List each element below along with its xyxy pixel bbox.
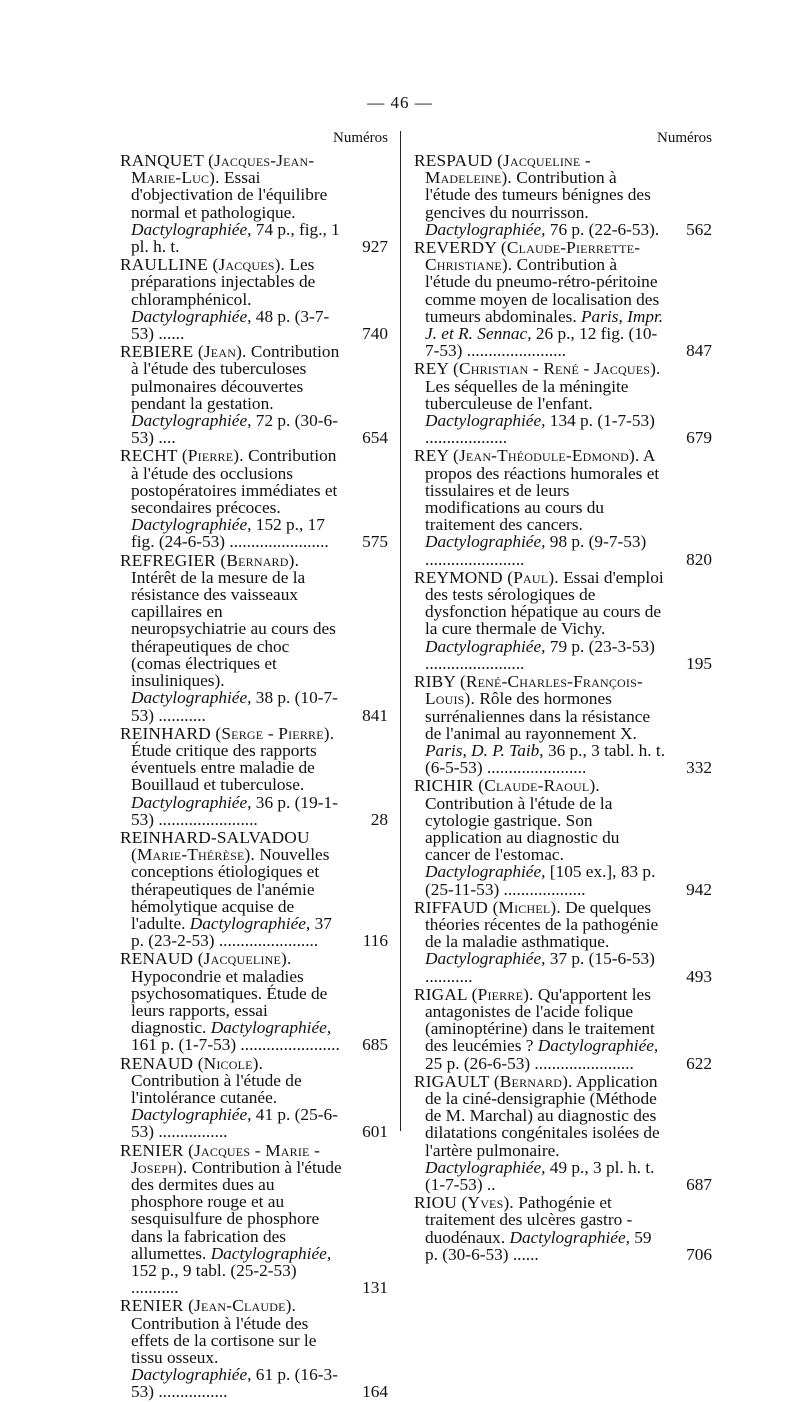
entry-publication: Dactylographiée, (425, 411, 546, 431)
entry-number: 332 (686, 758, 712, 778)
entry-details: 74 p., fig., 1 pl. h. t. (131, 219, 340, 257)
entry-details: 36 p., 3 tabl. h. t. (6-5-53) ....................... (425, 740, 666, 778)
entry-text (120, 1297, 342, 1400)
index-entry (120, 829, 388, 949)
entry-author: RENIER (Jean-Claude). (120, 1296, 297, 1316)
entry-number: 927 (362, 237, 388, 257)
entry-number: 493 (686, 966, 712, 986)
entry-details: 25 p. (26-6-53) ....................... (425, 1053, 634, 1073)
entry-text (120, 950, 342, 1053)
entry-details: [105 ex.], 83 p. (25-11-53) ................... (425, 862, 656, 899)
entry-title: Application de la ciné-densigraphie (Méthode de M. Marchal) au diagnostic des dilatations congénitales isolées de l'artère pulmonaire. (425, 1071, 660, 1160)
index-entry (120, 343, 388, 446)
index-entry (120, 725, 388, 828)
entry-author: RIGAULT (Bernard). (414, 1071, 573, 1091)
entry-publication: Dactylographiée, (131, 219, 252, 239)
entry-author: RIGAL (Pierre). (414, 984, 534, 1004)
entry-publication: Dactylographiée, (131, 1365, 252, 1385)
entry-number: 601 (362, 1122, 388, 1142)
index-entry (414, 1073, 712, 1193)
index-entry (120, 447, 388, 550)
index-entry (414, 447, 712, 567)
entry-author: RIOU (Yves). (414, 1193, 514, 1213)
entry-details: 49 p., 3 pl. h. t. (1-7-53) .. (425, 1157, 655, 1194)
entry-title: Rôle des hormones surrénaliennes dans la résistance de l'animal au rayonnement X. (425, 689, 651, 743)
entry-title: Hypocondrie et maladies psychosomatiques. Étude de leurs rapports, essai diagnostic. (131, 966, 328, 1038)
entry-publication: Paris, D. P. Taib, (425, 740, 544, 760)
entry-details: 152 p., 9 tabl. (25-2-53) ........... (131, 1261, 297, 1298)
entry-text (414, 673, 666, 776)
entry-publication: Dactylographiée, (131, 515, 252, 535)
entry-publication: Dactylographiée, (131, 306, 252, 326)
index-entry (120, 552, 388, 724)
entry-author: RENAUD (Nicole). (120, 1053, 264, 1073)
entry-number: 679 (686, 428, 712, 448)
entry-publication: Paris, Impr. J. et R. Sennac, (425, 306, 664, 344)
entry-details: 59 p. (30-6-53) ...... (425, 1227, 652, 1264)
entry-author: RIBY (René-Charles-François-Louis). (414, 672, 643, 709)
entry-text (414, 239, 666, 359)
entry-publication: Dactylographiée, (425, 636, 546, 656)
entry-author: REVERDY (Claude-Pierrette-Christiane). (414, 238, 641, 275)
entry-number: 687 (686, 1174, 712, 1194)
entry-publication: Dactylographiée, (210, 1018, 332, 1038)
entry-text (414, 777, 666, 897)
entry-publication: Dactylographiée, (210, 1243, 332, 1263)
right-entries (414, 152, 712, 1263)
entry-details: 36 p. (19-1-53) ....................... (131, 792, 338, 829)
entry-author: REINHARD (Serge - Pierre). (120, 723, 335, 743)
entry-number: 847 (686, 341, 712, 361)
entry-author: RESPAUD (Jacqueline - Madeleine). (414, 151, 591, 188)
entry-details: 48 p. (3-7-53) ...... (131, 306, 330, 344)
entry-publication: Dactylographiée, (537, 1036, 659, 1056)
entry-title: Pathogénie et traitement des ulcères gastro - duodénaux. (425, 1193, 633, 1247)
entry-publication: Dactylographiée, (425, 532, 546, 552)
entry-title: Essai d'emploi des tests sérologiques de dysfonction hépatique au cours de la cure thermale de Vichy. (425, 567, 664, 639)
entry-text (414, 986, 666, 1072)
entry-number: 740 (362, 324, 388, 344)
entry-text (120, 256, 342, 342)
index-entry (414, 239, 712, 359)
entry-text (120, 1055, 342, 1141)
entry-author: REY (Christian - René - Jacques). (414, 359, 661, 379)
entry-text (120, 343, 342, 446)
entry-author: RECHT (Pierre). (120, 446, 244, 466)
entry-author: RENAUD (Jacqueline). (120, 949, 292, 969)
entry-number: 116 (362, 931, 388, 951)
entry-author: RICHIR (Claude-Raoul). (414, 776, 600, 796)
entry-text (120, 725, 342, 828)
entry-number: 28 (370, 809, 388, 829)
index-entry (414, 152, 712, 238)
index-entry (414, 899, 712, 985)
entry-publication: Dactylographiée, (425, 949, 546, 969)
entry-text (414, 152, 666, 238)
entry-title: Qu'apportent les antagonistes de l'acide folique (aminoptérine) dans le traitement des leucémies ? (425, 984, 655, 1056)
index-entry (120, 950, 388, 1053)
entry-number: 654 (362, 428, 388, 448)
entry-title: Les préparations injectables de chloramphénicol. (131, 255, 316, 309)
entry-author: REFREGIER (Bernard). (120, 550, 300, 570)
entry-number: 164 (362, 1382, 388, 1402)
column-divider (400, 131, 401, 1131)
entry-text (120, 1142, 342, 1297)
entry-text (414, 447, 666, 567)
column-header-right: Numéros (657, 130, 712, 146)
entry-title: Contribution à l'étude de la cytologie gastrique. Son application au diagnostic du cancer de l'estomac. (425, 793, 620, 865)
entry-number: 131 (362, 1278, 388, 1298)
column-header-left: Numéros (333, 130, 388, 146)
index-entry (414, 777, 712, 897)
entry-number: 622 (686, 1053, 712, 1073)
index-entry (414, 360, 712, 446)
entry-details: 41 p. (25-6-53) ................ (131, 1105, 338, 1142)
entry-details: 61 p. (16-3-53) ................ (131, 1365, 338, 1402)
index-entry (414, 1194, 712, 1263)
entry-publication: Dactylographiée, (131, 688, 252, 708)
index-entry (120, 1055, 388, 1141)
entry-number: 942 (686, 879, 712, 899)
entry-author: RIFFAUD (Michel). (414, 897, 561, 917)
entry-author: REYMOND (Paul). (414, 567, 559, 587)
entry-details: 79 p. (23-3-53) ....................... (425, 636, 655, 673)
entry-author: RAULLINE (Jacques). (120, 255, 286, 275)
entry-title: Étude critique des rapports éventuels entre maladie de Bouillaud et tuberculose. (131, 740, 317, 795)
index-entry (120, 1297, 388, 1400)
entry-publication: Dactylographiée, (189, 913, 311, 933)
entry-title: De quelques théories récentes de la pathogénie de la maladie asthmatique. (425, 897, 659, 952)
entry-number: 706 (686, 1244, 712, 1264)
entry-title: Contribution à l'étude des effets de la cortisone sur le tissu osseux. (131, 1313, 317, 1368)
entry-publication: Dactylographiée, (509, 1227, 630, 1247)
entry-title: Contribution à l'étude des tuberculoses pulmonaires découvertes pendant la gestation. (131, 342, 340, 413)
entry-number: 820 (686, 549, 712, 569)
index-entry (120, 256, 388, 342)
entry-text (414, 569, 666, 672)
entry-details: 37 p. (15-6-53) ........... (425, 949, 655, 986)
left-entries (120, 152, 388, 1401)
entry-number: 575 (362, 532, 388, 552)
entry-number: 841 (362, 705, 388, 725)
entry-title: Contribution à l'étude des tumeurs bénignes des gencives du nourrisson. (425, 168, 651, 222)
entry-text (414, 1073, 666, 1193)
entry-title: Les séquelles de la méningite tuberculeuse de l'enfant. (425, 376, 629, 413)
entry-details: 26 p., 12 fig. (10-7-53) ....................... (425, 324, 658, 361)
entry-details: 134 p. (1-7-53) ................... (425, 411, 655, 448)
entry-title: Contribution à l'étude des occlusions postopératoires immédiates et secondaires précoces. (131, 446, 338, 518)
entry-details: 152 p., 17 fig. (24-6-53) ....................... (131, 515, 329, 552)
index-entry (414, 986, 712, 1072)
entry-publication: Dactylographiée, (131, 792, 252, 812)
entry-title: Contribution à l'étude du pneumo-rétro-péritoine comme moyen de localisation des tumeurs abdominales. (425, 255, 660, 326)
entry-details: 72 p. (30-6-53) .... (131, 411, 338, 448)
entry-text (120, 552, 342, 724)
index-entry (414, 673, 712, 776)
entry-publication: Dactylographiée, (131, 411, 252, 431)
entry-details: 76 p. (22-6-53). (549, 219, 660, 239)
index-entry (120, 152, 388, 255)
entry-number: 195 (686, 653, 712, 673)
entry-text (120, 152, 342, 255)
entry-author: REBIERE (Jean). (120, 342, 247, 362)
entry-text (120, 447, 342, 550)
entry-details: 98 p. (9-7-53) ....................... (425, 532, 647, 569)
index-entry (414, 569, 712, 672)
entry-author: REINHARD-SALVADOU (Marie-Thérèse). (120, 827, 310, 865)
entry-number: 685 (362, 1035, 388, 1055)
entry-title: Nouvelles conceptions étiologiques et thérapeutiques de l'anémie hémolytique acquise de l'adulte. (131, 845, 330, 933)
entry-details: 38 p. (10-7-53) ........... (131, 688, 338, 725)
entry-author: RENIER (Jacques - Marie - Joseph). (120, 1140, 321, 1177)
entry-publication: Dactylographiée, (425, 219, 546, 239)
right-column (414, 130, 712, 1264)
left-column (120, 130, 388, 1402)
entry-title: A propos des réactions humorales et tissulaires et de leurs modifications au cours du traitement des cancers. (425, 446, 660, 535)
index-entry (120, 1142, 388, 1297)
page-number: — 46 — (367, 93, 433, 112)
entry-number: 562 (686, 219, 712, 239)
entry-text (414, 1194, 666, 1263)
entry-text (414, 360, 666, 446)
entry-title: Essai d'objectivation de l'équilibre normal et pathologique. (131, 168, 328, 222)
entry-publication: Dactylographiée, (131, 1105, 252, 1125)
entry-title: Contribution à l'étude de l'intolérance cutanée. (131, 1070, 302, 1107)
entry-author: REY (Jean-Théodule-Edmond). (414, 446, 640, 466)
entry-publication: Dactylographiée, (425, 862, 546, 882)
entry-title: Contribution à l'étude des dermites dues au phosphore rouge et au sesquisulfure de phosphore dans la fabrication des allumettes. (131, 1157, 342, 1263)
entry-details: 161 p. (1-7-53) ....................... (131, 1035, 340, 1055)
entry-text (120, 829, 342, 949)
entry-title: Intérêt de la mesure de la résistance des vaisseaux capillaires en neuropsychiatrie au cours des thérapeutiques de choc (comas électriques et insuliniques). (131, 567, 336, 691)
entry-details: 37 p. (23-2-53) ....................... (131, 913, 332, 951)
entry-publication: Dactylographiée, (425, 1157, 546, 1177)
entry-text (414, 899, 666, 985)
entry-author: RANQUET (Jacques-Jean-Marie-Luc). (120, 151, 315, 188)
